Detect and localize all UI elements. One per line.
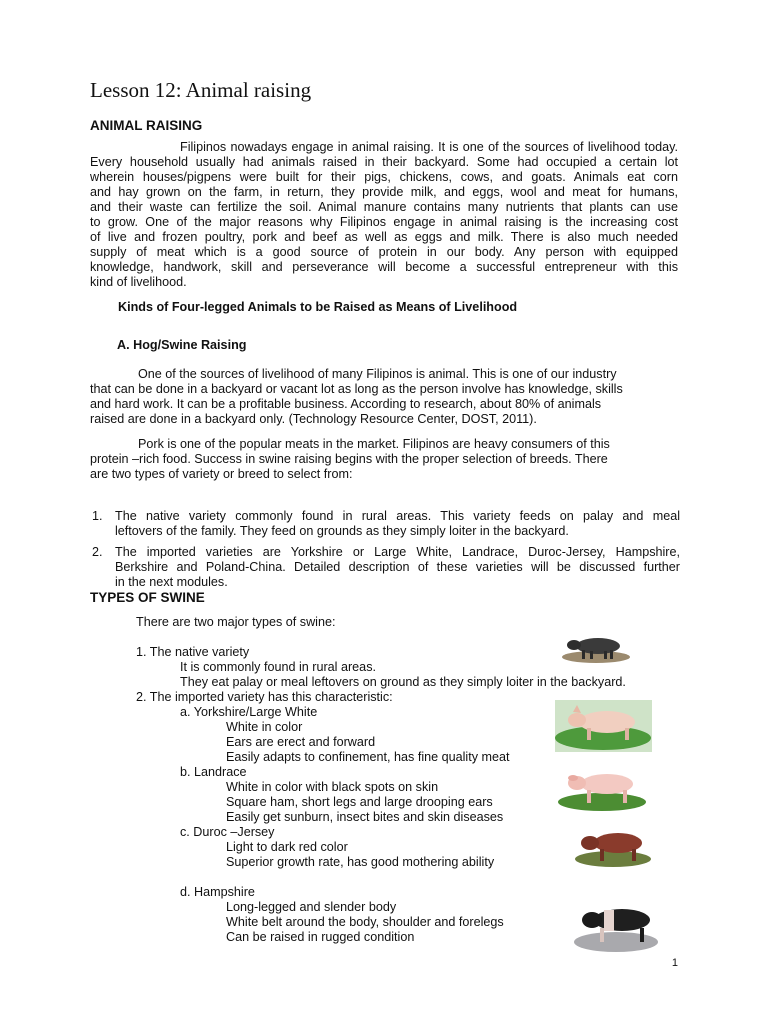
paragraph-line: Every household usually had animals raised in their backyard. Some had occupied a certain lot [90, 155, 678, 169]
paragraph-line: kind of livelihood. [90, 275, 187, 289]
breed-name-duroc: c. Duroc –Jersey [180, 825, 275, 839]
breed-name-yorkshire: a. Yorkshire/Large White [180, 705, 318, 719]
breed-trait: Can be raised in rugged condition [226, 930, 415, 944]
list-number: 2. [92, 545, 103, 559]
paragraph-line: raised are done in a backyard only. (Technology Resource Center, DOST, 2011). [90, 412, 537, 426]
kinds-heading: Kinds of Four-legged Animals to be Raised as Means of Livelihood [118, 300, 518, 314]
breed-name-landrace: b. Landrace [180, 765, 247, 779]
native-variety-label: 1. The native variety [136, 645, 250, 659]
native-desc: They eat palay or meal leftovers on ground as they simply loiter in the backyard. [180, 675, 626, 689]
paragraph-line: of live and frozen poultry, pork and beef as well as eggs and milk. There is also much needed [90, 230, 678, 244]
breed-trait: White belt around the body, shoulder and forelegs [226, 915, 504, 929]
page-number: 1 [671, 957, 678, 969]
paragraph-line: wherein houses/pigpens were built for their pigs, chickens, cows, and goats. Animals eat corn [90, 170, 678, 184]
yorkshire-pig-image [555, 700, 652, 752]
list-number: 1. [92, 509, 103, 523]
hog-paragraph-1 [90, 367, 678, 427]
types-intro: There are two major types of swine: [136, 615, 336, 629]
paragraph-line: Pork is one of the popular meats in the market. Filipinos are heavy consumers of this [138, 437, 610, 451]
breed-trait: Square ham, short legs and large drooping ears [226, 795, 493, 809]
native-desc: It is commonly found in rural areas. [180, 660, 376, 674]
page-title: Lesson 12: Animal raising [90, 78, 312, 102]
breed-trait: Light to dark red color [226, 840, 348, 854]
breed-name-hampshire: d. Hampshire [180, 885, 255, 899]
paragraph-line: One of the sources of livelihood of many Filipinos is animal. This is one of our industry [138, 367, 617, 381]
list-item [90, 509, 680, 539]
list-line: in the next modules. [115, 575, 228, 589]
paragraph-line: to grow. One of the major reasons why Filipinos engage in animal raising is the increasing cost [90, 215, 678, 229]
breed-trait: Easily get sunburn, insect bites and skin diseases [226, 810, 504, 824]
breed-trait: White in color [226, 720, 303, 734]
paragraph-line: are two types of variety or breed to select from: [90, 467, 353, 481]
list-line: The imported varieties are Yorkshire or Large White, Landrace, Duroc-Jersey, Hampshire, [115, 545, 680, 559]
list-line: Berkshire and Poland-China. Detailed description of these varieties will be discussed further [115, 560, 680, 574]
list-line: leftovers of the family. They feed on grounds as they simply loiter in the backyard. [115, 524, 569, 538]
hog-swine-heading: A. Hog/Swine Raising [117, 338, 247, 352]
paragraph-line: protein –rich food. Success in swine raising begins with the proper selection of breeds. There [90, 452, 608, 466]
paragraph-line: and their waste can fertilize the soil. Animal manure contains many nutrients that plants can use [90, 200, 678, 214]
hog-paragraph-2 [90, 437, 678, 482]
landrace-pig-image [557, 764, 647, 812]
breed-trait: Ears are erect and forward [226, 735, 376, 749]
paragraph-line: Filipinos nowadays engage in animal raising. It is one of the sources of livelihood today. [180, 140, 678, 154]
breed-trait: White in color with black spots on skin [226, 780, 439, 794]
paragraph-line: supply of meat which is a good source of protein in our body. Any person with equipped [90, 245, 678, 259]
breed-trait: Easily adapts to confinement, has fine quality meat [226, 750, 510, 764]
paragraph-line: that can be done in a backyard or vacant lot as long as the person involve has knowledge, skills [90, 382, 623, 396]
section-heading-animal-raising: ANIMAL RAISING [90, 118, 203, 133]
paragraph-line: and hard work. It can be a profitable business. According to research, about 80% of animals [90, 397, 602, 411]
list-line: The native variety commonly found in rural areas. This variety feeds on palay and meal [115, 509, 680, 523]
paragraph-line: knowledge, handwork, skill and perseverance will become a successful entrepreneur with this [90, 260, 678, 274]
duroc-pig-image [574, 826, 652, 868]
types-of-swine-heading: TYPES OF SWINE [90, 590, 205, 605]
imported-variety-label: 2. The imported variety has this characteristic: [136, 690, 393, 704]
breed-trait: Superior growth rate, has good mothering ability [226, 855, 495, 869]
breed-trait: Long-legged and slender body [226, 900, 397, 914]
list-item [90, 545, 680, 590]
native-pig-image [560, 630, 632, 664]
hampshire-pig-image [570, 898, 662, 954]
breed-list [90, 509, 680, 596]
intro-paragraph [90, 140, 678, 290]
paragraph-line: and hay grown on the farm, in return, they provide milk, and eggs, wool and meat for humans, [90, 185, 678, 199]
